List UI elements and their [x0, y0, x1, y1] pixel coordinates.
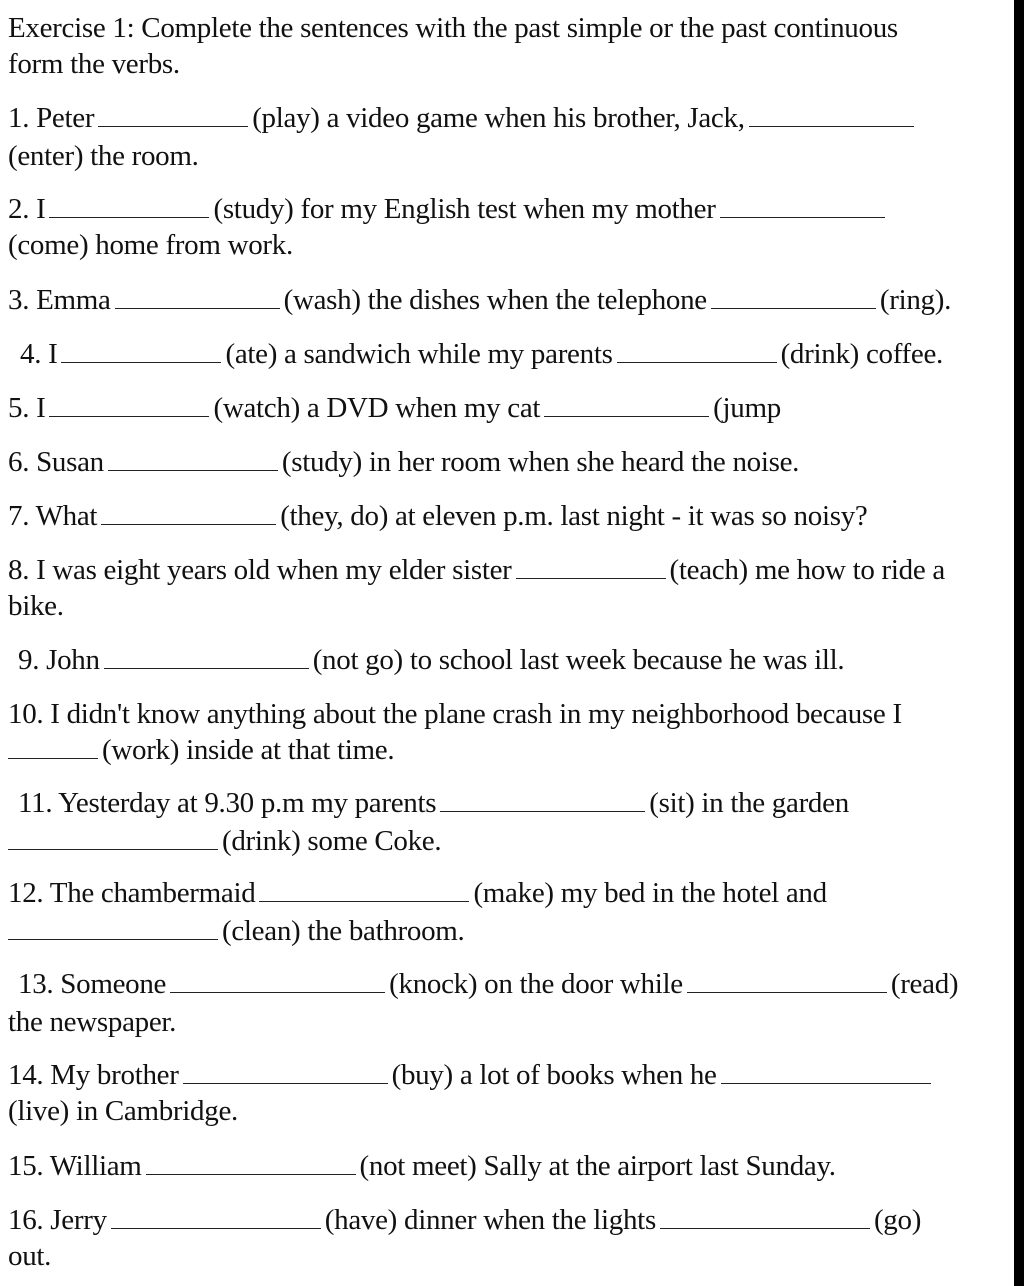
answer-blank[interactable]: [108, 448, 278, 471]
sentence-text: (clean) the bathroom.: [222, 915, 465, 947]
sentence-6: [8, 444, 799, 480]
answer-blank[interactable]: [8, 827, 218, 850]
answer-blank[interactable]: [115, 286, 280, 309]
sentence-9: [18, 642, 844, 678]
answer-blank[interactable]: [111, 1206, 321, 1229]
sentence-text: 12. The chambermaid: [8, 877, 256, 909]
sentence-text: bike.: [8, 590, 64, 622]
sentence-8: [8, 552, 945, 588]
sentence-text: (ring).: [879, 284, 952, 316]
sentence-14-cont: [8, 1093, 238, 1129]
sentence-text: (study) in her room when she heard the noise.: [281, 446, 800, 478]
sentence-text: (go): [873, 1204, 922, 1236]
sentence-text: (have) dinner when the lights: [324, 1204, 656, 1236]
sentence-text: (live) in Cambridge.: [8, 1095, 238, 1127]
sentence-13: [18, 966, 958, 1002]
sentence-text: (ate) a sandwich while my parents: [225, 338, 613, 370]
answer-blank[interactable]: [49, 195, 209, 218]
sentence-text: (jump: [713, 392, 781, 424]
sentence-text: 1. Peter: [8, 102, 95, 134]
sentence-text: 15. William: [8, 1150, 142, 1182]
sentence-text: (they, do) at eleven p.m. last night - it was so noisy?: [280, 500, 868, 532]
sentence-text: 8. I was eight years old when my elder sister: [8, 554, 512, 586]
sentence-text: 5. I: [8, 392, 46, 424]
sentence-text: 14. My brother: [8, 1059, 179, 1091]
sentence-2-cont: [8, 227, 293, 263]
answer-blank[interactable]: [721, 1061, 931, 1084]
sentence-text: 2. I: [8, 193, 46, 225]
sentence-16: [8, 1202, 921, 1238]
sentence-16-cont: [8, 1238, 51, 1274]
answer-blank[interactable]: [183, 1061, 388, 1084]
sentence-text: (play) a video game when his brother, Jack,: [252, 102, 745, 134]
sentence-text: (work) inside at that time.: [102, 734, 395, 766]
sentence-text: (sit) in the garden: [649, 787, 849, 819]
sentence-11: [18, 785, 849, 821]
sentence-text: 11. Yesterday at 9.30 p.m my parents: [18, 787, 437, 819]
answer-blank[interactable]: [687, 970, 887, 993]
sentence-8-cont: [8, 588, 64, 624]
answer-blank[interactable]: [516, 556, 666, 579]
answer-blank[interactable]: [440, 789, 645, 812]
sentence-text: (teach) me how to ride a: [669, 554, 945, 586]
answer-blank[interactable]: [720, 195, 885, 218]
sentence-10: [8, 696, 902, 732]
sentence-13-cont: [8, 1004, 176, 1040]
sentence-text: (buy) a lot of books when he: [391, 1059, 717, 1091]
sentence-12: [8, 875, 827, 911]
sentence-4: [20, 336, 943, 372]
sentence-text: 9. John: [18, 644, 100, 676]
sentence-text: (watch) a DVD when my cat: [213, 392, 541, 424]
sentence-text: 3. Emma: [8, 284, 111, 316]
sentence-text: the newspaper.: [8, 1006, 177, 1038]
sentence-text: out.: [8, 1240, 52, 1272]
answer-blank[interactable]: [61, 340, 221, 363]
sentence-text: (knock) on the door while: [389, 968, 683, 1000]
sentence-5: [8, 390, 781, 426]
sentence-text: 13. Someone: [18, 968, 167, 1000]
sentence-text: (not go) to school last week because he was ill.: [312, 644, 845, 676]
sentence-15: [8, 1148, 836, 1184]
answer-blank[interactable]: [8, 917, 218, 940]
sentence-11-cont: [8, 823, 441, 859]
answer-blank[interactable]: [660, 1206, 870, 1229]
sentence-7: [8, 498, 867, 534]
sentence-text: (drink) coffee.: [780, 338, 944, 370]
sentence-3: [8, 282, 951, 318]
sentence-text: 10. I didn't know anything about the plane crash in my neighborhood because I: [8, 698, 902, 730]
sentence-text: (read): [890, 968, 959, 1000]
sentence-10-cont: [8, 732, 394, 768]
exercise-title: [8, 10, 898, 46]
answer-blank[interactable]: [104, 646, 309, 669]
sentence-1: [8, 100, 918, 136]
answer-blank[interactable]: [749, 104, 914, 127]
answer-blank[interactable]: [8, 736, 98, 759]
answer-blank[interactable]: [49, 394, 209, 417]
sentence-text: 7. What: [8, 500, 98, 532]
answer-blank[interactable]: [170, 970, 385, 993]
title-line-1: Exercise 1: Complete the sentences with the past simple or the past continuous: [8, 12, 898, 44]
sentence-text: 4. I: [20, 338, 58, 370]
answer-blank[interactable]: [101, 502, 276, 525]
answer-blank[interactable]: [259, 879, 469, 902]
sentence-1-cont: [8, 138, 199, 174]
answer-blank[interactable]: [711, 286, 876, 309]
sentence-text: (make) my bed in the hotel and: [473, 877, 827, 909]
sentence-2: [8, 191, 889, 227]
sentence-text: (enter) the room.: [8, 140, 199, 172]
sentence-text: 6. Susan: [8, 446, 104, 478]
title-line-2: form the verbs.: [8, 48, 180, 80]
answer-blank[interactable]: [146, 1152, 356, 1175]
sentence-text: (come) home from work.: [8, 229, 293, 261]
exercise-title-cont: [8, 46, 180, 82]
sentence-text: (drink) some Coke.: [222, 825, 442, 857]
answer-blank[interactable]: [98, 104, 248, 127]
sentence-text: (not meet) Sally at the airport last Sunday.: [359, 1150, 836, 1182]
sentence-text: 16. Jerry: [8, 1204, 107, 1236]
answer-blank[interactable]: [617, 340, 777, 363]
answer-blank[interactable]: [544, 394, 709, 417]
sentence-14: [8, 1057, 935, 1093]
sentence-12-cont: [8, 913, 465, 949]
sentence-text: (study) for my English test when my mother: [213, 193, 716, 225]
sentence-text: (wash) the dishes when the telephone: [283, 284, 707, 316]
